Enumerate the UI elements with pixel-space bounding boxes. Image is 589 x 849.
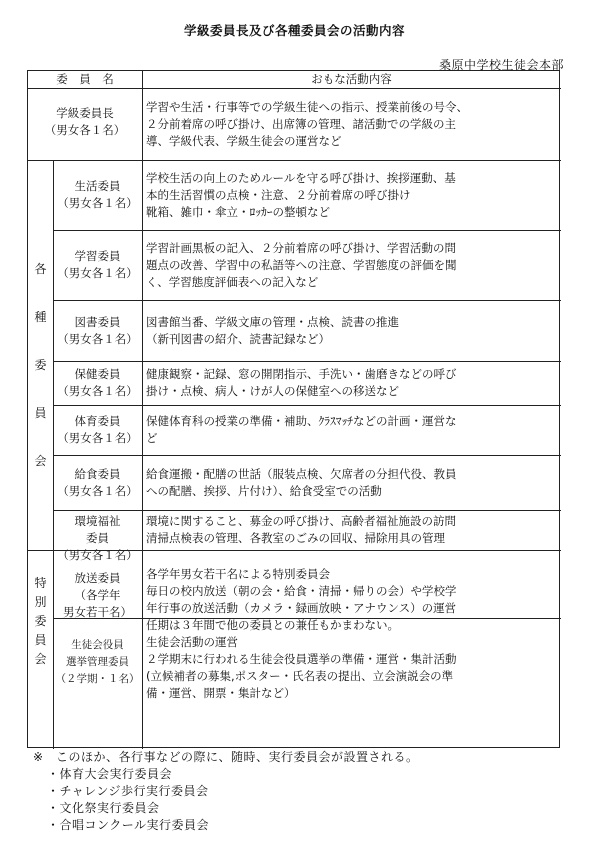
special-activity-0-line: 年行事の放送活動（カメラ・録画放映・アナウンス）の運営 bbox=[146, 601, 457, 615]
committee-name-6-line: 環境福祉 bbox=[74, 514, 121, 528]
committee-activity-3-line: 掛け・点検、病人・けが人の保健室への移送など bbox=[146, 384, 399, 398]
column-divider bbox=[142, 71, 143, 749]
footnote-main: ※ このほか、各行事などの際に、随時、実行委員会が設置される。 bbox=[33, 750, 419, 764]
activity-table bbox=[27, 70, 560, 748]
committee-activity-3 bbox=[146, 366, 557, 400]
group1-label-char: 各 bbox=[34, 262, 47, 276]
special-name-0 bbox=[53, 570, 142, 621]
footnote bbox=[33, 748, 419, 834]
group1-label-char: 委 bbox=[34, 358, 47, 372]
page-title: 学級委員長及び各種委員会の活動内容 bbox=[183, 23, 405, 38]
committee-row-line bbox=[53, 361, 561, 362]
header-name-line: 委 員 名 bbox=[56, 72, 114, 86]
committee-activity-0-line: 本的生活習慣の点検・注意、２分前着席の呼び掛け bbox=[146, 187, 411, 202]
special-name-1-line: 生徒会役員 bbox=[71, 639, 124, 651]
committee-activity-0 bbox=[146, 170, 557, 221]
class-leader-name bbox=[28, 105, 142, 139]
group2-label-char: 会 bbox=[34, 652, 47, 666]
committee-activity-0-line: 学校生活の向上のためルールを守る呼び掛け、挨拶運動、基 bbox=[146, 170, 456, 185]
committee-activity-4-line: 保健体育科の授業の準備・補助、ｸﾗｽﾏｯﾁなどの計画・運営な bbox=[146, 414, 457, 428]
class-leader-name-line: （男女各１名） bbox=[44, 123, 126, 137]
committee-name-6-line: 委員 bbox=[86, 531, 109, 545]
committee-name-6-line: （男女各１名） bbox=[57, 548, 138, 562]
footnote-list bbox=[33, 766, 419, 834]
special-name-1-line: （２学期・１名） bbox=[55, 673, 140, 685]
committee-activity-6 bbox=[146, 513, 557, 547]
committee-activity-1-line: 学習計画黒板の記入、２分前着席の呼び掛け、学習活動の問 bbox=[146, 240, 457, 255]
group1-label bbox=[28, 245, 53, 485]
committee-activity-1-line: く、学習態度評価表への記入など bbox=[146, 274, 319, 289]
committee-name-1-line: （男女各１名） bbox=[57, 266, 138, 280]
footnote-item: ・文化祭実行委員会 bbox=[47, 801, 160, 815]
committee-name-5-line: （男女各１名） bbox=[57, 483, 138, 498]
header-name bbox=[28, 71, 142, 88]
special-name-0-line: （各学年 bbox=[74, 588, 121, 602]
committee-name-4 bbox=[53, 413, 142, 447]
header-activity-line: おもな活動内容 bbox=[311, 72, 392, 86]
header-activity bbox=[142, 71, 561, 88]
committee-row-line bbox=[53, 300, 561, 301]
committee-activity-2 bbox=[146, 314, 557, 348]
committee-activity-1-line: 題点の改善、学習中の私語等への注意、学習態度の評価を聞 bbox=[146, 257, 457, 272]
committee-name-4-line: 体育委員 bbox=[74, 414, 121, 428]
special-name-1 bbox=[53, 637, 142, 688]
special-activity-0-line: 任期は３年間で他の委員との兼任もかまわない。 bbox=[146, 618, 399, 632]
committee-activity-6-line: 清掃点検表の管理、各教室のごみの回収、掃除用具の管理 bbox=[146, 531, 445, 545]
committee-activity-2-line: （新刊図書の紹介、読書記録など） bbox=[146, 331, 330, 346]
special-activity-1-line: (立候補者の募集,ポスター・氏名表の提出、立会演説会の準 bbox=[146, 669, 454, 683]
special-activity-0-line: 毎日の校内放送（朝の会・給食・清掃・帰りの会）や学校学 bbox=[146, 584, 457, 598]
special-activity-1 bbox=[146, 634, 557, 702]
special-name-1-line: 選挙管理委員 bbox=[66, 656, 129, 668]
special-activity-0 bbox=[146, 566, 557, 634]
committee-activity-5 bbox=[146, 466, 557, 500]
special-activity-1-line: ２学期末に行われる生徒会役員選挙の準備・運営・集計活動 bbox=[146, 652, 457, 666]
group2-label-char: 員 bbox=[34, 633, 47, 647]
committee-row-line bbox=[53, 510, 561, 511]
committee-name-2 bbox=[53, 314, 142, 348]
committee-activity-0-line: 靴箱、雑巾・傘立・ﾛｯｶｰの整頓など bbox=[146, 204, 330, 219]
row-line bbox=[28, 160, 561, 161]
footnote-item: ・体育大会実行委員会 bbox=[47, 767, 173, 781]
committee-name-6 bbox=[53, 513, 142, 564]
committee-row-line bbox=[53, 230, 561, 231]
committee-activity-5-line: への配膳、挨拶、片付け）、給食受室での活動 bbox=[146, 483, 382, 498]
committee-name-2-line: 図書委員 bbox=[74, 314, 121, 329]
committee-activity-3-line: 健康観察・記録、窓の開閉指示、手洗い・歯磨きなどの呼び bbox=[146, 367, 457, 381]
committee-name-0-line: 生活委員 bbox=[74, 179, 121, 193]
committee-name-2-line: （男女各１名） bbox=[57, 331, 138, 346]
class-leader-activity-line: 学習や生活・行事等での学級生徒への指示、授業前後の号令、 bbox=[146, 100, 468, 114]
committee-name-0 bbox=[53, 178, 142, 212]
committee-name-3-line: （男女各１名） bbox=[57, 384, 138, 398]
committee-activity-1 bbox=[146, 240, 557, 291]
group2-label-char: 特 bbox=[34, 576, 47, 590]
footnote-item: ・チャレンジ歩行実行委員会 bbox=[47, 784, 209, 798]
committee-row-line bbox=[53, 455, 561, 456]
special-row-line bbox=[53, 618, 561, 619]
committee-name-0-line: （男女各１名） bbox=[57, 196, 138, 210]
committee-name-3 bbox=[53, 366, 142, 400]
special-activity-0-line: 各学年男女若干名による特別委員会 bbox=[146, 567, 330, 581]
committee-name-5-line: 給食委員 bbox=[74, 466, 121, 481]
group2-label-char: 別 bbox=[34, 595, 47, 609]
group1-label-char: 員 bbox=[34, 406, 47, 420]
group-divider-line bbox=[28, 550, 561, 551]
committee-row-line bbox=[53, 405, 561, 406]
special-activity-1-line: 備・運営、開票・集計など） bbox=[146, 686, 296, 700]
committee-name-5 bbox=[53, 466, 142, 500]
committee-activity-6-line: 環境に関すること、募金の呼び掛け、高齢者福祉施設の訪問 bbox=[146, 514, 457, 528]
committee-activity-4 bbox=[146, 413, 557, 447]
committee-name-4-line: （男女各１名） bbox=[57, 431, 138, 445]
class-leader-title: 学級委員長 bbox=[56, 106, 114, 120]
footnote-item: ・合唱コンクール実行委員会 bbox=[47, 818, 210, 832]
group2-label-char: 委 bbox=[34, 614, 47, 628]
author-line: 桑原中学校生徒会本部 bbox=[438, 58, 564, 72]
class-leader-activity-line: ２分前着席の呼び掛け、出席簿の管理、諸活動での学級の主 bbox=[146, 117, 457, 131]
group1-label-char: 会 bbox=[34, 454, 47, 468]
special-name-0-line: 男女若干名） bbox=[63, 605, 132, 619]
committee-activity-4-line: ど bbox=[146, 431, 158, 445]
committee-name-1-line: 学習委員 bbox=[74, 249, 121, 263]
committee-activity-5-line: 給食運搬・配膳の世話（服装点検、欠席者の分担代役、教員 bbox=[146, 466, 457, 481]
class-leader-activity bbox=[146, 99, 557, 150]
special-name-0-line: 放送委員 bbox=[74, 571, 121, 585]
class-leader-activity-line: 導、学級代表、学級生徒会の運営など bbox=[146, 134, 342, 148]
group2-label bbox=[28, 574, 53, 669]
committee-name-3-line: 保健委員 bbox=[74, 367, 121, 381]
header-bottom-line bbox=[28, 88, 561, 89]
special-activity-1-line: 生徒会活動の運営 bbox=[146, 635, 238, 649]
group1-label-char: 種 bbox=[34, 310, 47, 324]
committee-name-1 bbox=[53, 248, 142, 282]
committee-activity-2-line: 図書館当番、学級文庫の管理・点検、読書の推進 bbox=[146, 314, 399, 329]
